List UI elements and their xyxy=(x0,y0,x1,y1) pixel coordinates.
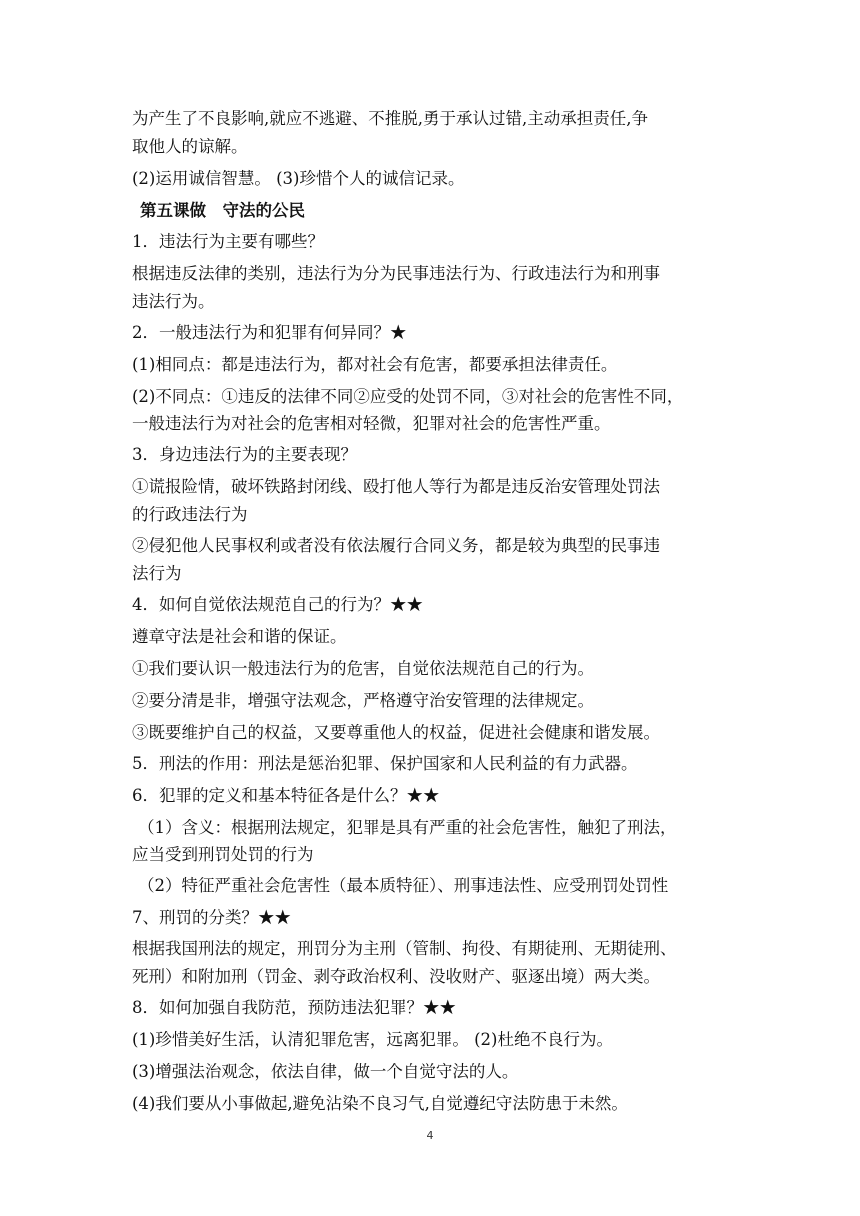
text-line: (3)增强法治观念，依法自律，做一个自觉守法的人。 xyxy=(132,1062,519,1081)
question-line: 1．违法行为主要有哪些？ xyxy=(132,232,324,251)
text-line: （2）特征严重社会危害性（最本质特征）、刑事违法性、应受刑罚处罚性 xyxy=(138,876,669,895)
text-line: 违法行为。 xyxy=(132,292,215,311)
text-line: 遵章守法是社会和谐的保证。 xyxy=(132,627,347,646)
text-line: 的行政违法行为 xyxy=(132,505,248,524)
question-line: 4．如何自觉依法规范自己的行为？★★ xyxy=(132,595,423,614)
text-line: 一般违法行为对社会的危害相对轻微，犯罪对社会的危害性严重。 xyxy=(132,414,611,433)
text-line: 根据违反法律的类别，违法行为分为民事违法行为、行政违法行为和刑事 xyxy=(132,264,660,283)
question-line: 6．犯罪的定义和基本特征各是什么？★★ xyxy=(132,786,440,805)
text-line: ②侵犯他人民事权利或者没有依法履行合同义务，都是较为典型的民事违 xyxy=(132,536,660,555)
text-line: 根据我国刑法的规定，刑罚分为主刑（管制、拘役、有期徒刑、无期徒刑、 xyxy=(132,939,677,958)
text-line: (1)相同点：都是违法行为，都对社会有危害，都要承担法律责任。 xyxy=(132,355,618,374)
text-line: 取他人的谅解。 xyxy=(132,137,248,156)
lesson-heading: 第五课做 守法的公民 xyxy=(140,201,305,220)
text-line: ①我们要认识一般违法行为的危害，自觉依法规范自己的行为。 xyxy=(132,659,594,678)
text-line: ①谎报险情，破坏铁路封闭线、殴打他人等行为都是违反治安管理处罚法 xyxy=(132,477,660,496)
text-line: (2)不同点：①违反的法律不同②应受的处罚不同，③对社会的危害性不同， xyxy=(132,387,684,406)
question-line: 5．刑法的作用：刑法是惩治犯罪、保护国家和人民利益的有力武器。 xyxy=(132,754,638,773)
text-line: (1)珍惜美好生活，认清犯罪危害，远离犯罪。 (2)杜绝不良行为。 xyxy=(132,1030,613,1049)
text-line: 死刑）和附加刑（罚金、剥夺政治权利、没收财产、驱逐出境）两大类。 xyxy=(132,967,660,986)
text-line: (4)我们要从小事做起,避免沾染不良习气,自觉遵纪守法防患于未然。 xyxy=(132,1094,628,1113)
text-line: (2)运用诚信智慧。 (3)珍惜个人的诚信记录。 xyxy=(132,169,465,188)
page-number: 4 xyxy=(426,1129,434,1142)
question-line: 3．身边违法行为的主要表现？ xyxy=(132,445,357,464)
question-line: 2．一般违法行为和犯罪有何异同？★ xyxy=(132,323,407,342)
text-line: ②要分清是非，增强守法观念，严格遵守治安管理的法律规定。 xyxy=(132,691,594,710)
text-line: 为产生了不良影响,就应不逃避、不推脱,勇于承认过错,主动承担责任,争 xyxy=(132,109,648,128)
text-line: 应当受到刑罚处罚的行为 xyxy=(132,845,314,864)
text-line: （1）含义：根据刑法规定，犯罪是具有严重的社会危害性，触犯了刑法， xyxy=(138,818,677,837)
question-line: 8．如何加强自我防范，预防违法犯罪？★★ xyxy=(132,998,456,1017)
question-line: 7、刑罚的分类？★★ xyxy=(132,908,291,927)
text-line: ③既要维护自己的权益，又要尊重他人的权益，促进社会健康和谐发展。 xyxy=(132,723,660,742)
text-line: 法行为 xyxy=(132,564,182,583)
